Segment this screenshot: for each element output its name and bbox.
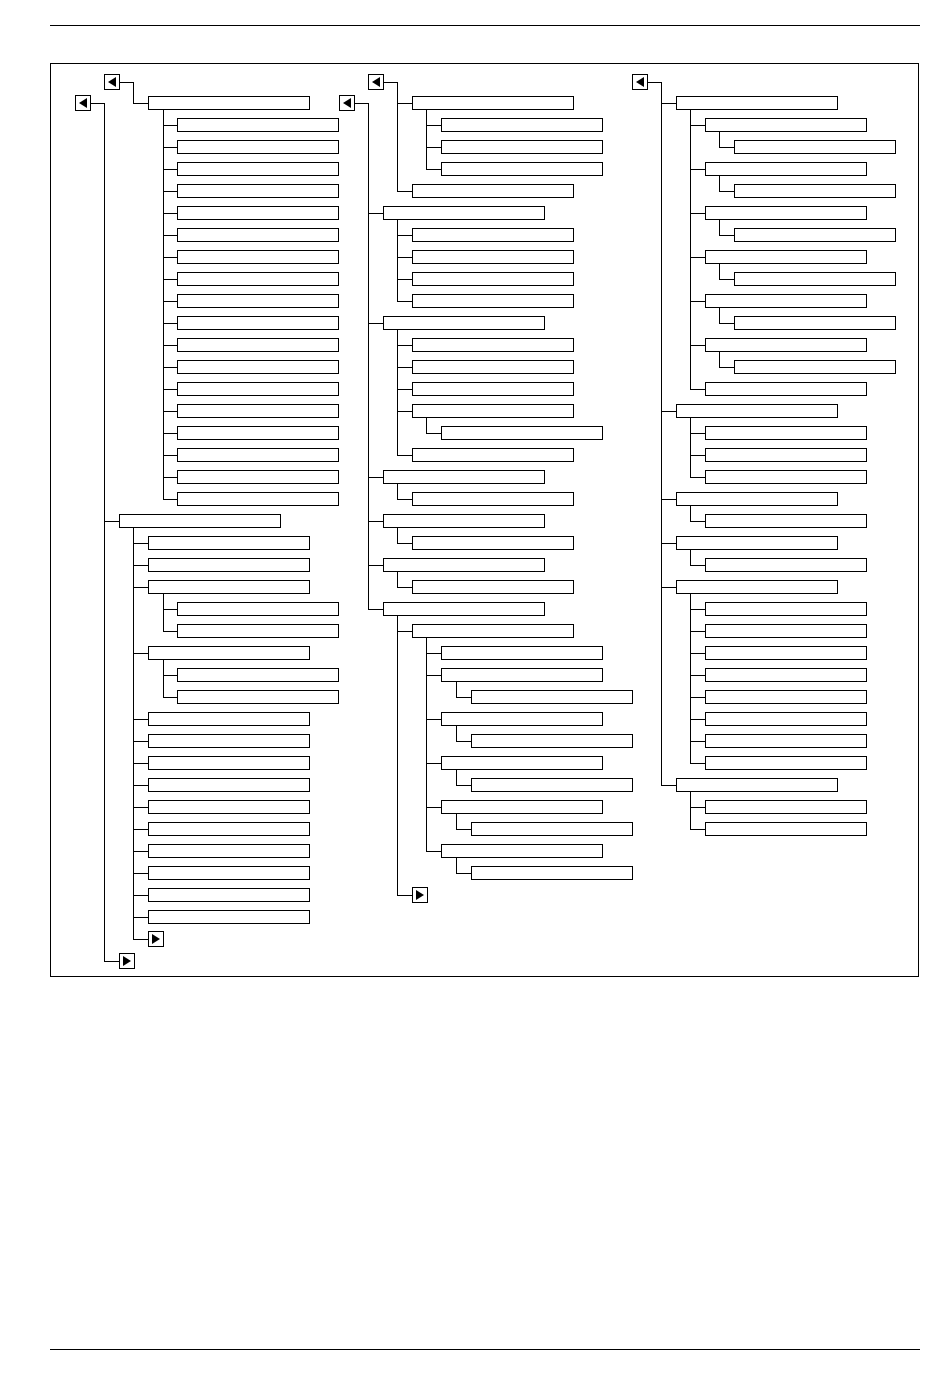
- menu-item-box[interactable]: [149, 559, 310, 572]
- menu-item-box[interactable]: [384, 559, 545, 572]
- menu-item-box[interactable]: [706, 603, 867, 616]
- menu-item-box[interactable]: [442, 119, 603, 132]
- menu-item-box[interactable]: [178, 383, 339, 396]
- menu-item-box[interactable]: [149, 735, 310, 748]
- menu-item-box[interactable]: [178, 119, 339, 132]
- menu-item-box[interactable]: [442, 141, 603, 154]
- menu-item-box[interactable]: [677, 537, 838, 550]
- menu-item-box[interactable]: [178, 185, 339, 198]
- menu-item-box[interactable]: [413, 273, 574, 286]
- menu-item-box[interactable]: [178, 251, 339, 264]
- menu-item-box[interactable]: [149, 537, 310, 550]
- menu-item-box[interactable]: [413, 625, 574, 638]
- menu-item-box[interactable]: [149, 911, 310, 924]
- menu-item-box[interactable]: [442, 845, 603, 858]
- menu-item-box[interactable]: [413, 361, 574, 374]
- menu-item-box[interactable]: [384, 515, 545, 528]
- menu-item-box[interactable]: [706, 801, 867, 814]
- menu-item-box[interactable]: [413, 97, 574, 110]
- menu-item-box[interactable]: [706, 471, 867, 484]
- menu-item-box[interactable]: [413, 537, 574, 550]
- menu-item-box[interactable]: [706, 449, 867, 462]
- menu-item-box[interactable]: [178, 361, 339, 374]
- menu-item-box[interactable]: [413, 449, 574, 462]
- menu-item-box[interactable]: [442, 669, 603, 682]
- menu-item-box[interactable]: [413, 229, 574, 242]
- menu-item-box[interactable]: [706, 163, 867, 176]
- menu-item-box[interactable]: [677, 581, 838, 594]
- menu-item-box[interactable]: [735, 273, 896, 286]
- menu-item-box[interactable]: [178, 295, 339, 308]
- menu-item-box[interactable]: [384, 471, 545, 484]
- menu-item-box[interactable]: [442, 427, 603, 440]
- menu-item-box[interactable]: [677, 97, 838, 110]
- menu-item-box[interactable]: [149, 889, 310, 902]
- menu-item-box[interactable]: [706, 713, 867, 726]
- menu-item-box[interactable]: [706, 647, 867, 660]
- menu-item-box[interactable]: [442, 801, 603, 814]
- menu-item-box[interactable]: [706, 251, 867, 264]
- menu-item-box[interactable]: [735, 229, 896, 242]
- menu-item-box[interactable]: [178, 163, 339, 176]
- menu-item-box[interactable]: [706, 625, 867, 638]
- menu-item-box[interactable]: [706, 427, 867, 440]
- menu-item-box[interactable]: [706, 295, 867, 308]
- menu-item-box[interactable]: [706, 757, 867, 770]
- menu-item-box[interactable]: [442, 757, 603, 770]
- menu-item-box[interactable]: [149, 757, 310, 770]
- menu-item-box[interactable]: [178, 691, 339, 704]
- menu-item-box[interactable]: [178, 449, 339, 462]
- menu-item-box[interactable]: [384, 603, 545, 616]
- menu-item-box[interactable]: [178, 229, 339, 242]
- menu-item-box[interactable]: [384, 207, 545, 220]
- menu-item-box[interactable]: [178, 339, 339, 352]
- menu-item-box[interactable]: [472, 691, 633, 704]
- menu-item-box[interactable]: [178, 471, 339, 484]
- menu-item-box[interactable]: [178, 625, 339, 638]
- menu-item-box[interactable]: [735, 141, 896, 154]
- menu-item-box[interactable]: [178, 317, 339, 330]
- menu-item-box[interactable]: [149, 581, 310, 594]
- menu-item-box[interactable]: [706, 691, 867, 704]
- menu-item-box[interactable]: [442, 163, 603, 176]
- menu-item-box[interactable]: [706, 823, 867, 836]
- menu-item-box[interactable]: [178, 273, 339, 286]
- menu-item-box[interactable]: [677, 405, 838, 418]
- menu-item-box[interactable]: [149, 845, 310, 858]
- menu-item-box[interactable]: [413, 185, 574, 198]
- menu-item-box[interactable]: [413, 405, 574, 418]
- menu-item-box[interactable]: [472, 779, 633, 792]
- menu-item-box[interactable]: [413, 581, 574, 594]
- menu-item-box[interactable]: [472, 823, 633, 836]
- menu-item-box[interactable]: [413, 383, 574, 396]
- menu-item-box[interactable]: [735, 185, 896, 198]
- menu-item-box[interactable]: [706, 339, 867, 352]
- menu-item-box[interactable]: [706, 119, 867, 132]
- menu-item-box[interactable]: [178, 427, 339, 440]
- menu-item-box[interactable]: [677, 493, 838, 506]
- menu-item-box[interactable]: [413, 493, 574, 506]
- menu-item-box[interactable]: [677, 779, 838, 792]
- menu-item-box[interactable]: [149, 823, 310, 836]
- menu-item-box[interactable]: [442, 713, 603, 726]
- menu-item-box[interactable]: [472, 867, 633, 880]
- menu-item-box[interactable]: [149, 779, 310, 792]
- menu-item-box[interactable]: [384, 317, 545, 330]
- menu-item-box[interactable]: [413, 295, 574, 308]
- menu-item-box[interactable]: [706, 669, 867, 682]
- menu-item-box[interactable]: [149, 867, 310, 880]
- menu-item-box[interactable]: [178, 405, 339, 418]
- menu-item-box[interactable]: [178, 141, 339, 154]
- menu-item-box[interactable]: [706, 515, 867, 528]
- menu-item-box[interactable]: [149, 97, 310, 110]
- menu-item-box[interactable]: [149, 713, 310, 726]
- menu-item-box[interactable]: [706, 207, 867, 220]
- menu-item-box[interactable]: [178, 603, 339, 616]
- menu-item-box[interactable]: [735, 317, 896, 330]
- menu-item-box[interactable]: [735, 361, 896, 374]
- menu-item-box[interactable]: [472, 735, 633, 748]
- menu-item-box[interactable]: [413, 339, 574, 352]
- menu-item-box[interactable]: [149, 801, 310, 814]
- menu-item-box[interactable]: [120, 515, 281, 528]
- menu-item-box[interactable]: [706, 735, 867, 748]
- footer-rule: [50, 1349, 920, 1350]
- menu-item-box[interactable]: [442, 647, 603, 660]
- menu-item-box[interactable]: [706, 383, 867, 396]
- menu-item-box[interactable]: [706, 559, 867, 572]
- menu-item-box[interactable]: [178, 493, 339, 506]
- menu-item-box[interactable]: [149, 647, 310, 660]
- menu-item-box[interactable]: [178, 669, 339, 682]
- menu-item-box[interactable]: [178, 207, 339, 220]
- menu-item-box[interactable]: [413, 251, 574, 264]
